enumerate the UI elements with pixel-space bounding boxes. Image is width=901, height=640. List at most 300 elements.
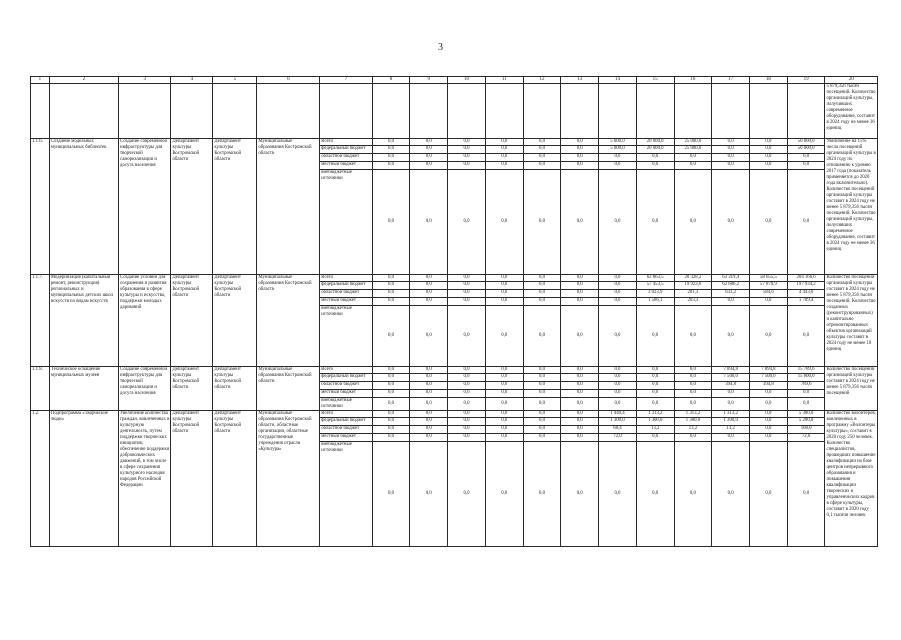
empty-cell (171, 84, 213, 139)
amount-cell: 0,0 (750, 154, 788, 162)
empty-cell (49, 84, 118, 139)
empty-cell (523, 84, 561, 139)
expected-result: Увеличение на 15% числа посещений организаций культуры в 2024 году по отношению к уровню 2017 года (показатель применяется до 2020 года включительно). Количество посещений организаций культуры составит в 2024 году не менее 5 879,356 тысяч посещений. Количество организаций культуры, получивших современное оборудование, составит в 2024 году не менее 36 единиц (825, 139, 878, 275)
empty-cell (787, 84, 825, 139)
amount-cell: 0,0 (674, 374, 712, 382)
amount-cell: 63 319,4 (712, 275, 750, 282)
amount-cell: 203,3 (674, 298, 712, 306)
amount-cell: 0,0 (523, 298, 561, 306)
amount-cell: 0,0 (523, 442, 561, 547)
amount-cell: 0,0 (599, 275, 637, 282)
amount-cell: 0,0 (448, 139, 486, 146)
amount-cell: 0,0 (561, 367, 599, 374)
amount-cell: 0,0 (372, 398, 410, 411)
amount-cell: 20 328,2 (674, 275, 712, 282)
amount-cell: 0,0 (674, 434, 712, 442)
amount-cell: 0,0 (636, 154, 674, 162)
amount-cell: 0,0 (410, 162, 448, 170)
amount-cell: 0,0 (448, 275, 486, 282)
empty-cell (119, 84, 171, 139)
funding-source: федеральный бюджет (320, 418, 372, 426)
amount-cell: 0,0 (599, 374, 637, 382)
item-goal: Создание современной инфраструктуры для творческой самореализации и досуга населения (119, 139, 171, 275)
amount-cell: 0,0 (485, 442, 523, 547)
column-number-header: 18 (750, 77, 788, 84)
column-number-header: 1 (31, 77, 50, 84)
funding-source: федеральный бюджет (320, 282, 372, 290)
amount-cell: 0,0 (523, 374, 561, 382)
funding-source: местный бюджет (320, 298, 372, 306)
table-row (31, 367, 878, 374)
amount-cell: 0,0 (523, 390, 561, 398)
funding-source: областной бюджет (320, 290, 372, 298)
amount-cell: 0,0 (636, 390, 674, 398)
amount-cell: 1 313,2 (712, 411, 750, 418)
amount-cell: 0,0 (485, 154, 523, 162)
amount-cell: 0,0 (448, 282, 486, 290)
amount-cell: 0,0 (448, 367, 486, 374)
amount-cell: 0,0 (561, 382, 599, 390)
amount-cell: 0,0 (485, 139, 523, 146)
amount-cell: 0,0 (410, 398, 448, 411)
amount-cell: 0,0 (410, 374, 448, 382)
amount-cell: 0,0 (410, 367, 448, 374)
column-number-header: 13 (561, 77, 599, 84)
amount-cell: 0,0 (485, 398, 523, 411)
empty-cell (750, 84, 788, 139)
amount-cell: 0,0 (485, 390, 523, 398)
table-row (31, 411, 878, 418)
column-number-header: 15 (636, 77, 674, 84)
amount-cell: 0,0 (372, 411, 410, 418)
co-executor: Департамент культуры Костромской области (213, 139, 257, 275)
amount-cell: 0,0 (523, 154, 561, 162)
amount-cell: 0,0 (410, 390, 448, 398)
amount-cell: 0,0 (448, 154, 486, 162)
amount-cell: 0,0 (410, 290, 448, 298)
amount-cell: 0,0 (599, 367, 637, 374)
amount-cell: 0,0 (410, 146, 448, 154)
empty-cell (636, 84, 674, 139)
amount-cell: 0,0 (372, 382, 410, 390)
amount-cell: 0,0 (410, 275, 448, 282)
empty-cell (257, 84, 320, 139)
amount-cell: 1 300,0 (674, 418, 712, 426)
amount-cell: 1 789,4 (787, 298, 825, 306)
amount-cell: 0,0 (372, 367, 410, 374)
item-name: Подпрограмма «Творческие люди» (49, 411, 118, 547)
amount-cell: 0,0 (599, 382, 637, 390)
amount-cell: 0,0 (410, 434, 448, 442)
item-name: Модернизация (капитальный ремонт, реконструкция) региональных и муниципальных детских школ искусств по видам искусств (49, 275, 118, 367)
column-number-header: 10 (448, 77, 486, 84)
amount-cell: 0,0 (787, 154, 825, 162)
amount-cell: 0,0 (636, 170, 674, 275)
responsible-executor: Департамент культуры Костромской области (171, 367, 213, 411)
amount-cell: 5 380,0 (787, 411, 825, 418)
empty-cell (372, 84, 410, 139)
amount-cell: 0,0 (599, 390, 637, 398)
amount-cell: 0,0 (712, 154, 750, 162)
amount-cell: 0,0 (599, 170, 637, 275)
amount-cell: 0,0 (674, 442, 712, 547)
amount-cell: 0,0 (448, 374, 486, 382)
carry-over-note: 5 879,356 тысяч посещений. Количество организаций культуры, получивших современное оборудование, составит в 2024 году не менее 36 единиц (825, 84, 878, 139)
amount-cell: 0,0 (750, 170, 788, 275)
expected-result: Количество посещений организаций культуры составит в 2024 году не менее 5 879,356 тысяч посещений (825, 367, 878, 411)
amount-cell: 0,0 (372, 170, 410, 275)
amount-cell: 0,0 (750, 411, 788, 418)
amount-cell: 0,0 (750, 306, 788, 367)
amount-cell: 0,0 (448, 298, 486, 306)
amount-cell: 0,0 (712, 434, 750, 442)
amount-cell: 19 923,6 (674, 282, 712, 290)
amount-cell: 0,0 (372, 442, 410, 547)
funding-source: внебюджетные источники (320, 306, 372, 367)
column-number-header: 14 (599, 77, 637, 84)
amount-cell: 0,0 (410, 442, 448, 547)
amount-cell: 0,0 (750, 426, 788, 434)
funding-source: местный бюджет (320, 162, 372, 170)
amount-cell: 0,0 (523, 162, 561, 170)
amount-cell: 57 870,9 (750, 282, 788, 290)
amount-cell: 0,0 (448, 382, 486, 390)
funding-source: областной бюджет (320, 426, 372, 434)
item-goal: Создание современной инфраструктуры для творческой самореализации и досуга населения (119, 367, 171, 411)
item-name: Создание модельных муниципальных библиотек (49, 139, 118, 275)
amount-cell: 0,0 (485, 306, 523, 367)
amount-cell: 0,0 (410, 298, 448, 306)
amount-cell: 0,0 (712, 146, 750, 154)
amount-cell: 0,0 (372, 426, 410, 434)
amount-cell: 0,0 (561, 154, 599, 162)
amount-cell: 0,0 (561, 390, 599, 398)
expected-result: Количество посещений организаций культуры составит в 2024 году не менее 5 879,356 тысяч посещений. Количество созданных (реконструированных) и капитально отремонтированных объектов организаций культуры составит в 2024 году не менее 18 единиц (825, 275, 878, 367)
amount-cell: 0,0 (372, 418, 410, 426)
empty-cell (213, 84, 257, 139)
amount-cell: 0,0 (561, 139, 599, 146)
amount-cell: 0,0 (523, 146, 561, 154)
amount-cell: 4 443,0 (787, 290, 825, 298)
amount-cell: 72,0 (599, 434, 637, 442)
amount-cell: 68,4 (599, 426, 637, 434)
responsible-executor: Департамент культуры Костромской области (171, 411, 213, 547)
amount-cell: 0,0 (372, 282, 410, 290)
amount-cell: 0,0 (599, 398, 637, 411)
amount-cell: 1 313,2 (636, 411, 674, 418)
amount-cell: 0,0 (561, 418, 599, 426)
amount-cell: 0,0 (372, 275, 410, 282)
amount-cell: 50 000,0 (787, 139, 825, 146)
recipient: Муниципальные образования Костромской области, областные организации, областные государственные учреждения отрасли «Культура» (257, 411, 320, 547)
amount-cell: 7 500,0 (712, 374, 750, 382)
amount-cell: 0,0 (787, 442, 825, 547)
funding-source: федеральный бюджет (320, 374, 372, 382)
amount-cell: 0,0 (448, 426, 486, 434)
amount-cell: 0,0 (561, 434, 599, 442)
amount-cell: 0,0 (561, 170, 599, 275)
amount-cell: 0,0 (448, 146, 486, 154)
amount-cell: 1 440,4 (599, 411, 637, 418)
amount-cell: 0,0 (561, 290, 599, 298)
empty-cell (31, 84, 50, 139)
amount-cell: 0,0 (485, 162, 523, 170)
amount-cell: 0,0 (599, 290, 637, 298)
amount-cell: 0,0 (712, 306, 750, 367)
amount-cell: 0,0 (561, 306, 599, 367)
column-number-header: 7 (320, 77, 372, 84)
funding-source: внебюджетные источники (320, 170, 372, 275)
amount-cell: 7 894,8 (712, 367, 750, 374)
column-number-header: 5 (213, 77, 257, 84)
amount-cell: 1 300,0 (712, 418, 750, 426)
amount-cell: 25 000,0 (674, 139, 712, 146)
column-number-header: 11 (485, 77, 523, 84)
amount-cell: 584,6 (750, 290, 788, 298)
amount-cell: 5 000,0 (599, 146, 637, 154)
amount-cell: 0,0 (523, 367, 561, 374)
amount-cell: 0,0 (750, 146, 788, 154)
amount-cell: 57 453,5 (636, 282, 674, 290)
amount-cell: 0,0 (410, 170, 448, 275)
empty-cell (448, 84, 486, 139)
amount-cell: 0,0 (750, 442, 788, 547)
amount-cell: 0,0 (523, 170, 561, 275)
amount-cell: 7 500,0 (750, 374, 788, 382)
amount-cell: 0,0 (410, 282, 448, 290)
co-executor: Департамент культуры Костромской области (213, 367, 257, 411)
column-number-header: 12 (523, 77, 561, 84)
amount-cell: 0,0 (674, 390, 712, 398)
amount-cell: 0,0 (561, 374, 599, 382)
amount-cell: 0,0 (561, 162, 599, 170)
amount-cell: 13,2 (674, 426, 712, 434)
amount-cell: 0,0 (787, 170, 825, 275)
item-name: Техническое оснащение муниципальных музеев (49, 367, 118, 411)
amount-cell: 0,0 (485, 426, 523, 434)
amount-cell: 0,0 (674, 170, 712, 275)
amount-cell: 197 934,2 (787, 282, 825, 290)
amount-cell: 0,0 (448, 442, 486, 547)
empty-cell (712, 84, 750, 139)
amount-cell: 0,0 (636, 442, 674, 547)
amount-cell: 0,0 (448, 418, 486, 426)
funding-source: Всего (320, 367, 372, 374)
amount-cell: 0,0 (410, 418, 448, 426)
amount-cell: 20 000,0 (636, 139, 674, 146)
amount-cell: 0,0 (674, 154, 712, 162)
amount-cell: 1 586,1 (636, 298, 674, 306)
column-number-header: 3 (119, 77, 171, 84)
funding-source: внебюджетные источники (320, 442, 372, 547)
amount-cell: 0,0 (712, 442, 750, 547)
amount-cell: 20 000,0 (636, 146, 674, 154)
amount-cell: 0,0 (372, 306, 410, 367)
amount-cell: 0,0 (712, 398, 750, 411)
amount-cell: 0,0 (372, 298, 410, 306)
amount-cell: 0,0 (599, 306, 637, 367)
item-number: 1.1.8. (31, 367, 50, 411)
responsible-executor: Департамент культуры Костромской области (171, 275, 213, 367)
amount-cell: 0,0 (674, 367, 712, 374)
empty-cell (410, 84, 448, 139)
column-number-header: 2 (49, 77, 118, 84)
amount-cell: 0,0 (561, 146, 599, 154)
amount-cell: 0,0 (599, 282, 637, 290)
amount-cell: 0,0 (485, 434, 523, 442)
amount-cell: 0,0 (523, 418, 561, 426)
amount-cell: 3 023,9 (636, 290, 674, 298)
amount-cell: 0,0 (448, 290, 486, 298)
amount-cell: 0,0 (561, 442, 599, 547)
amount-cell: 789,6 (787, 382, 825, 390)
amount-cell: 0,0 (448, 398, 486, 411)
amount-cell: 0,0 (523, 139, 561, 146)
amount-cell: 62 863,5 (636, 275, 674, 282)
funding-source: федеральный бюджет (320, 146, 372, 154)
amount-cell: 0,0 (750, 298, 788, 306)
funding-source: областной бюджет (320, 154, 372, 162)
amount-cell: 394,8 (712, 382, 750, 390)
amount-cell: 5 000,0 (599, 139, 637, 146)
amount-cell: 0,0 (636, 374, 674, 382)
carry-over-row (31, 84, 878, 139)
item-goal: Создание условий для сохранения и развития образования в сфере культуры и искусства, поддержки молодых дарований (119, 275, 171, 367)
amount-cell: 0,0 (523, 434, 561, 442)
amount-cell: 0,0 (372, 374, 410, 382)
funding-source: Всего (320, 411, 372, 418)
amount-cell: 0,0 (674, 162, 712, 170)
amount-cell: 0,0 (448, 411, 486, 418)
amount-cell: 7 894,8 (750, 367, 788, 374)
amount-cell: 0,0 (561, 275, 599, 282)
amount-cell: 1 313,2 (674, 411, 712, 418)
amount-cell: 0,0 (599, 442, 637, 547)
amount-cell: 0,0 (712, 390, 750, 398)
amount-cell: 0,0 (636, 367, 674, 374)
amount-cell: 0,0 (787, 162, 825, 170)
item-goal: Увеличение количества граждан, вовлеченных в культурную деятельность, путем поддержки творческих инициатив; обеспечение поддержки добровольческих движений, в том числе в сфере сохранения культурного наследия народов Российской Федерации (119, 411, 171, 547)
budget-table (30, 76, 878, 547)
amount-cell: 0,0 (372, 434, 410, 442)
amount-cell: 0,0 (636, 306, 674, 367)
amount-cell: 0,0 (599, 162, 637, 170)
amount-cell: 0,0 (750, 162, 788, 170)
amount-cell: 0,0 (561, 411, 599, 418)
item-number: 1.2. (31, 411, 50, 547)
amount-cell: 0,0 (636, 382, 674, 390)
amount-cell: 0,0 (448, 390, 486, 398)
table-row (31, 275, 878, 282)
empty-cell (485, 84, 523, 139)
amount-cell: 0,0 (712, 162, 750, 170)
amount-cell: 0,0 (523, 382, 561, 390)
amount-cell: 0,0 (485, 282, 523, 290)
amount-cell: 0,0 (410, 382, 448, 390)
funding-source: областной бюджет (320, 382, 372, 390)
amount-cell: 0,0 (448, 162, 486, 170)
amount-cell: 0,0 (372, 154, 410, 162)
funding-source: местный бюджет (320, 390, 372, 398)
amount-cell: 1 300,0 (636, 418, 674, 426)
amount-cell: 0,0 (750, 418, 788, 426)
funding-source: местный бюджет (320, 434, 372, 442)
amount-cell: 0,0 (410, 426, 448, 434)
expected-result: Количество волонтеров, вовлеченных в программу «Волонтеры культуры», составит в 2020 году 250 человек. Количество специалистов, прошедших повышение квалификации на базе центров непрерывного образования и повышения квалификации творческих и управленческих кадров в сфере культуры, составит в 2020 году 0,1 тысячи человек (825, 411, 878, 547)
amount-cell: 13,2 (636, 426, 674, 434)
amount-cell: 0,0 (410, 411, 448, 418)
amount-cell: 0,0 (561, 398, 599, 411)
funding-source: Всего (320, 139, 372, 146)
item-number: 1.1.7. (31, 275, 50, 367)
recipient: Муниципальные образования Костромской области (257, 367, 320, 411)
amount-cell: 0,0 (372, 390, 410, 398)
amount-cell: 0,0 (750, 434, 788, 442)
amount-cell: 0,0 (674, 398, 712, 411)
column-number-header: 19 (787, 77, 825, 84)
empty-cell (561, 84, 599, 139)
amount-cell: 0,0 (523, 411, 561, 418)
table-row (31, 139, 878, 146)
amount-cell: 0,0 (523, 398, 561, 411)
recipient: Муниципальные образования Костромской области (257, 139, 320, 275)
amount-cell: 0,0 (636, 434, 674, 442)
amount-cell: 0,0 (561, 426, 599, 434)
amount-cell: 72,0 (787, 434, 825, 442)
amount-cell: 0,0 (410, 306, 448, 367)
amount-cell: 50 000,0 (787, 146, 825, 154)
amount-cell: 0,0 (485, 367, 523, 374)
amount-cell: 0,0 (750, 139, 788, 146)
amount-cell: 0,0 (636, 162, 674, 170)
responsible-executor: Департамент культуры Костромской области (171, 139, 213, 275)
amount-cell: 0,0 (523, 290, 561, 298)
amount-cell: 0,0 (674, 382, 712, 390)
amount-cell: 0,0 (410, 154, 448, 162)
amount-cell: 0,0 (485, 298, 523, 306)
amount-cell: 633,2 (712, 290, 750, 298)
amount-cell: 201,3 (674, 290, 712, 298)
amount-cell: 0,0 (712, 170, 750, 275)
amount-cell: 0,0 (485, 275, 523, 282)
amount-cell: 0,0 (523, 426, 561, 434)
amount-cell: 0,0 (523, 282, 561, 290)
funding-source: внебюджетные источники (320, 398, 372, 411)
amount-cell: 0,0 (750, 398, 788, 411)
amount-cell: 0,0 (448, 434, 486, 442)
co-executor: Департамент культуры Костромской области (213, 411, 257, 547)
empty-cell (599, 84, 637, 139)
amount-cell: 58 655,5 (750, 275, 788, 282)
recipient: Муниципальные образования Костромской области (257, 275, 320, 367)
column-number-header: 17 (712, 77, 750, 84)
amount-cell: 0,0 (636, 398, 674, 411)
amount-cell: 0,0 (448, 306, 486, 367)
amount-cell: 0,0 (787, 390, 825, 398)
amount-cell: 0,0 (485, 374, 523, 382)
amount-cell: 0,0 (599, 154, 637, 162)
amount-cell: 1 300,0 (599, 418, 637, 426)
amount-cell: 0,0 (372, 162, 410, 170)
amount-cell: 0,0 (485, 170, 523, 275)
amount-cell: 25 000,0 (674, 146, 712, 154)
amount-cell: 0,0 (372, 290, 410, 298)
amount-cell: 0,0 (523, 306, 561, 367)
item-number: 1.1.6. (31, 139, 50, 275)
column-number-header: 16 (674, 77, 712, 84)
empty-cell (674, 84, 712, 139)
amount-cell: 0,0 (485, 382, 523, 390)
